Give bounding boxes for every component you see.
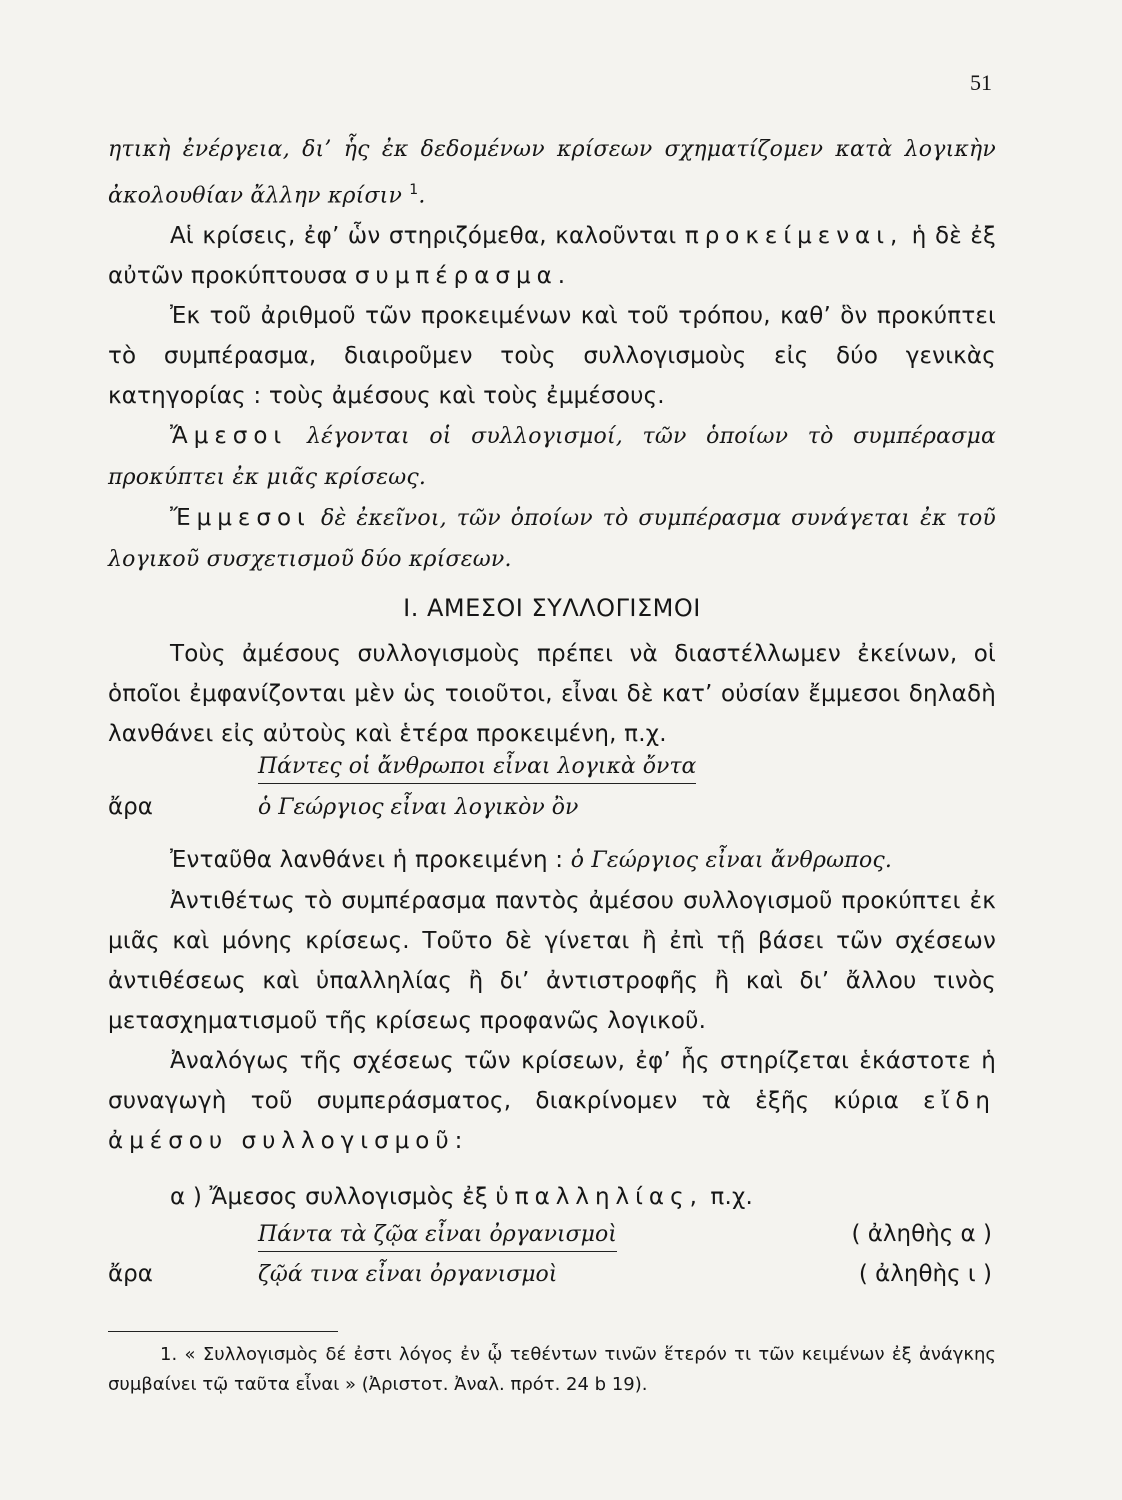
example2-label: ἄρα (108, 1261, 153, 1288)
item-a-eg: π.χ. (710, 1184, 753, 1211)
example1-premise-row (108, 754, 996, 794)
continuation-text: ητικὴ ἐνέργεια, δι’ ἧς ἐκ δεδομένων κρίσεων σχηματίζομεν κατὰ λογικὴν ἀκολουθίαν ἄλλην κρίσιν (108, 137, 996, 209)
premises-text-2: ἡ δὲ ἐξ αὐτῶν προκύπτουσα (108, 223, 996, 290)
example1-premise: Πάντες οἱ ἄνθρωποι εἶναι λογικὰ ὄντα (258, 754, 696, 784)
example2-conclusion-row (108, 1261, 996, 1301)
paragraph-hidden-premise (108, 840, 996, 881)
term-subalternation: ὑπαλληλίας, (495, 1184, 703, 1211)
section-heading: Ι. ΑΜΕΣΟΙ ΣΥΛΛΟΓΙΣΜΟΙ (403, 594, 701, 623)
paragraph-mediate-def (108, 498, 996, 580)
kinds-term: εἴδη ἀμέσου συλλογισμοῦ: (108, 1088, 997, 1155)
page-number: 51 (970, 70, 992, 95)
page-body (108, 130, 996, 1400)
example2-premise-tag: ( ἀληθὴς α ) (851, 1221, 992, 1248)
example1-label: ἄρα (108, 794, 153, 821)
item-a (108, 1177, 996, 1217)
example1-conclusion: ὁ Γεώργιος εἶναι λογικὸν ὂν (258, 795, 579, 821)
example1-conclusion-row (108, 794, 996, 834)
paragraph-categories: Ἐκ τοῦ ἀριθμοῦ τῶν προκειμένων καὶ τοῦ τρόπου, καθ’ ὃν προκύπτει τὸ συμπέρασμα, διαιροῦμεν τοὺς συλλογισμοὺς εἰς δύο γενικὰς κατηγορίας : τοὺς ἀμέσους καὶ τοὺς ἐμμέσους. (108, 303, 996, 410)
paragraph-contrast: Ἀντιθέτως τὸ συμπέρασμα παντὸς ἀμέσου συλλογισμοῦ προκύπτει ἐκ μιᾶς καὶ μόνης κρίσεως. Τοῦτο δὲ γίνεται ἢ ἐπὶ τῇ βάσει τῶν σχέσεων ἀντιθέσεως καὶ ὑπαλληλίας ἢ δι’ ἀντιστροφῆς ἢ καὶ δι’ ἄλλου τινὸς μετασχηματισμοῦ τῆς κρίσεως προφανῶς λογικοῦ. (108, 888, 996, 1035)
paragraph-kinds (108, 1041, 996, 1161)
term-conclusion: συμπέρασμα. (354, 263, 572, 290)
hidden-premise-text: Ἐνταῦθα λανθάνει ἡ προκειμένη : (170, 847, 564, 874)
immediate-definition: λέγονται οἱ συλλογισμοί, τῶν ὁποίων τὸ συμπέρασμα προκύπτει ἐκ μιᾶς κρίσεως. (108, 424, 996, 491)
paragraph-continuation: ητικὴ ἐνέργεια, δι’ ἧς ἐκ δεδομένων κρίσεων σχηματίζομεν κατὰ λογικὴν ἀκολουθίαν ἄλλην κρίσιν $^1$. (108, 137, 996, 209)
example2-conclusion: ζῷά τινα εἶναι ὀργανισμοὶ (258, 1262, 558, 1288)
hidden-premise: ὁ Γεώργιος εἶναι ἄνθρωπος. (570, 848, 893, 874)
example2-premise-row (108, 1221, 996, 1261)
mediate-definition: δὲ ἐκεῖνοι, τῶν ὁποίων τὸ συμπέρασμα συνάγεται ἐκ τοῦ λογικοῦ συσχετισμοῦ δύο κρίσεων. (108, 506, 996, 573)
term-mediate: Ἔμμεσοι (170, 505, 311, 532)
term-immediate: Ἄμεσοι (170, 423, 288, 450)
premises-text: Αἱ κρίσεις, ἐφ’ ὧν στηριζόμεθα, καλοῦνται (170, 223, 677, 250)
paragraph-premises (108, 216, 996, 296)
term-premises: προκείμεναι, (684, 223, 904, 250)
kinds-text: Ἀναλόγως τῆς σχέσεως τῶν κρίσεων, ἐφ’ ἧς στηρίζεται ἑκάστοτε ἡ συναγωγὴ τοῦ συμπεράσματος, διακρίνομεν τὰ ἑξῆς κύρια (108, 1048, 996, 1115)
item-a-text: α ) Ἄμεσος συλλογισμὸς ἐξ (170, 1184, 488, 1211)
footnote-marker: 1 (409, 182, 419, 198)
footnote-divider (108, 1331, 338, 1332)
example2-premise: Πάντα τὰ ζῷα εἶναι ὀργανισμοὶ (258, 1222, 617, 1252)
example2-conclusion-tag: ( ἀληθὴς ι ) (858, 1261, 992, 1288)
paragraph-distinguish: Τοὺς ἀμέσους συλλογισμοὺς πρέπει νὰ διαστέλλωμεν ἐκείνων, οἱ ὁποῖοι ἐμφανίζονται μὲν ὡς τοιοῦτοι, εἶναι δὲ κατ’ οὐσίαν ἔμμεσοι δηλαδὴ λανθάνει εἰς αὐτοὺς καὶ ἑτέρα προκειμένη, π.χ. (108, 641, 996, 748)
paragraph-immediate-def (108, 416, 996, 498)
footnote: 1. « Συλλογισμὸς δέ ἐστι λόγος ἐν ᾧ τεθέντων τινῶν ἕτερόν τι τῶν κειμένων ἐξ ἀνάγκης συμβαίνει τῷ ταῦτα εἶναι » (Ἀριστοτ. Ἀναλ. πρότ. 24 b 19). (108, 1344, 996, 1396)
